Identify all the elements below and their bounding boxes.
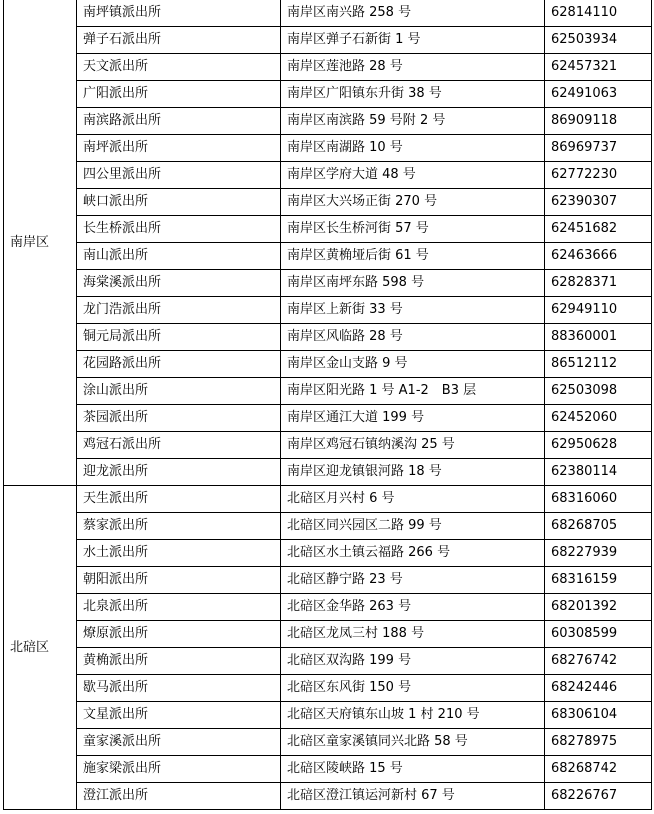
- address-cell: 南岸区阳光路 1 号 A1-2 B3 层: [281, 378, 545, 405]
- phone-cell: 86909118: [545, 108, 652, 135]
- table-row: [4, 405, 652, 432]
- table-row: [4, 432, 652, 459]
- address-cell: 北碚区龙凤三村 188 号: [281, 621, 545, 648]
- table-row: [4, 675, 652, 702]
- station-name-cell: 歇马派出所: [77, 675, 281, 702]
- district-cell: 北碚区: [4, 486, 77, 810]
- police-station-table: [3, 0, 652, 810]
- phone-cell: 62503098: [545, 378, 652, 405]
- address-cell: 南岸区风临路 28 号: [281, 324, 545, 351]
- phone-cell: 62772230: [545, 162, 652, 189]
- station-name-cell: 南山派出所: [77, 243, 281, 270]
- station-name-cell: 弹子石派出所: [77, 27, 281, 54]
- address-cell: 南岸区长生桥河街 57 号: [281, 216, 545, 243]
- phone-cell: 86512112: [545, 351, 652, 378]
- station-name-cell: 施家梁派出所: [77, 756, 281, 783]
- phone-cell: 68278975: [545, 729, 652, 756]
- table-row: [4, 729, 652, 756]
- phone-cell: 62452060: [545, 405, 652, 432]
- address-cell: 北碚区童家溪镇同兴北路 58 号: [281, 729, 545, 756]
- table-row: [4, 162, 652, 189]
- station-name-cell: 涂山派出所: [77, 378, 281, 405]
- station-name-cell: 蔡家派出所: [77, 513, 281, 540]
- station-name-cell: 迎龙派出所: [77, 459, 281, 486]
- address-cell: 南岸区广阳镇东升街 38 号: [281, 81, 545, 108]
- phone-cell: 88360001: [545, 324, 652, 351]
- table-row: [4, 54, 652, 81]
- table-row: [4, 243, 652, 270]
- station-name-cell: 茶园派出所: [77, 405, 281, 432]
- table-row: [4, 540, 652, 567]
- address-cell: 南岸区莲池路 28 号: [281, 54, 545, 81]
- phone-cell: 62950628: [545, 432, 652, 459]
- table-row: [4, 621, 652, 648]
- phone-cell: 68276742: [545, 648, 652, 675]
- table-row: [4, 27, 652, 54]
- station-name-cell: 长生桥派出所: [77, 216, 281, 243]
- table-row: [4, 378, 652, 405]
- station-name-cell: 南滨路派出所: [77, 108, 281, 135]
- address-cell: 南岸区南湖路 10 号: [281, 135, 545, 162]
- table-row: [4, 783, 652, 810]
- table-row: [4, 0, 652, 27]
- table-row: [4, 324, 652, 351]
- table-row: [4, 486, 652, 513]
- phone-cell: 68316060: [545, 486, 652, 513]
- address-cell: 北碚区静宁路 23 号: [281, 567, 545, 594]
- address-cell: 北碚区天府镇东山坡 1 村 210 号: [281, 702, 545, 729]
- address-cell: 北碚区陵峡路 15 号: [281, 756, 545, 783]
- address-cell: 南岸区迎龙镇银河路 18 号: [281, 459, 545, 486]
- phone-cell: 68227939: [545, 540, 652, 567]
- address-cell: 南岸区黄桷垭后街 61 号: [281, 243, 545, 270]
- address-cell: 南岸区上新街 33 号: [281, 297, 545, 324]
- table-row: [4, 594, 652, 621]
- address-cell: 南岸区南兴路 258 号: [281, 0, 545, 27]
- station-name-cell: 燎原派出所: [77, 621, 281, 648]
- station-name-cell: 天生派出所: [77, 486, 281, 513]
- station-name-cell: 水土派出所: [77, 540, 281, 567]
- address-cell: 北碚区双沟路 199 号: [281, 648, 545, 675]
- phone-cell: 86969737: [545, 135, 652, 162]
- district-cell: 南岸区: [4, 0, 77, 486]
- address-cell: 南岸区鸡冠石镇纳溪沟 25 号: [281, 432, 545, 459]
- station-name-cell: 广阳派出所: [77, 81, 281, 108]
- address-cell: 南岸区南坪东路 598 号: [281, 270, 545, 297]
- phone-cell: 68226767: [545, 783, 652, 810]
- station-name-cell: 黄桷派出所: [77, 648, 281, 675]
- phone-cell: 62949110: [545, 297, 652, 324]
- address-cell: 北碚区澄江镇运河新村 67 号: [281, 783, 545, 810]
- phone-cell: 62380114: [545, 459, 652, 486]
- station-name-cell: 铜元局派出所: [77, 324, 281, 351]
- station-name-cell: 天文派出所: [77, 54, 281, 81]
- address-cell: 北碚区金华路 263 号: [281, 594, 545, 621]
- table-row: [4, 81, 652, 108]
- table-row: [4, 135, 652, 162]
- address-cell: 北碚区水土镇云福路 266 号: [281, 540, 545, 567]
- address-cell: 北碚区月兴村 6 号: [281, 486, 545, 513]
- address-cell: 南岸区金山支路 9 号: [281, 351, 545, 378]
- table-row: [4, 513, 652, 540]
- station-name-cell: 文星派出所: [77, 702, 281, 729]
- table-row: [4, 756, 652, 783]
- phone-cell: 68242446: [545, 675, 652, 702]
- table-row: [4, 270, 652, 297]
- table-body: [4, 0, 652, 810]
- address-cell: 南岸区学府大道 48 号: [281, 162, 545, 189]
- phone-cell: 68268742: [545, 756, 652, 783]
- phone-cell: 62390307: [545, 189, 652, 216]
- phone-cell: 68268705: [545, 513, 652, 540]
- phone-cell: 62814110: [545, 0, 652, 27]
- address-cell: 南岸区大兴场正街 270 号: [281, 189, 545, 216]
- phone-cell: 68316159: [545, 567, 652, 594]
- phone-cell: 62463666: [545, 243, 652, 270]
- station-name-cell: 北泉派出所: [77, 594, 281, 621]
- table-row: [4, 189, 652, 216]
- table-row: [4, 648, 652, 675]
- phone-cell: 62491063: [545, 81, 652, 108]
- station-name-cell: 花园路派出所: [77, 351, 281, 378]
- station-name-cell: 四公里派出所: [77, 162, 281, 189]
- table-row: [4, 297, 652, 324]
- table-row: [4, 459, 652, 486]
- station-name-cell: 朝阳派出所: [77, 567, 281, 594]
- station-name-cell: 龙门浩派出所: [77, 297, 281, 324]
- station-name-cell: 澄江派出所: [77, 783, 281, 810]
- phone-cell: 68201392: [545, 594, 652, 621]
- phone-cell: 62451682: [545, 216, 652, 243]
- address-cell: 南岸区南滨路 59 号附 2 号: [281, 108, 545, 135]
- station-name-cell: 鸡冠石派出所: [77, 432, 281, 459]
- station-name-cell: 峡口派出所: [77, 189, 281, 216]
- address-cell: 北碚区东风街 150 号: [281, 675, 545, 702]
- station-name-cell: 海棠溪派出所: [77, 270, 281, 297]
- phone-cell: 62503934: [545, 27, 652, 54]
- phone-cell: 62828371: [545, 270, 652, 297]
- station-name-cell: 童家溪派出所: [77, 729, 281, 756]
- table-row: [4, 567, 652, 594]
- station-name-cell: 南坪派出所: [77, 135, 281, 162]
- table-row: [4, 351, 652, 378]
- station-name-cell: 南坪镇派出所: [77, 0, 281, 27]
- address-cell: 北碚区同兴园区二路 99 号: [281, 513, 545, 540]
- address-cell: 南岸区通江大道 199 号: [281, 405, 545, 432]
- table-row: [4, 108, 652, 135]
- table-row: [4, 702, 652, 729]
- table-row: [4, 216, 652, 243]
- phone-cell: 60308599: [545, 621, 652, 648]
- phone-cell: 62457321: [545, 54, 652, 81]
- address-cell: 南岸区弹子石新街 1 号: [281, 27, 545, 54]
- phone-cell: 68306104: [545, 702, 652, 729]
